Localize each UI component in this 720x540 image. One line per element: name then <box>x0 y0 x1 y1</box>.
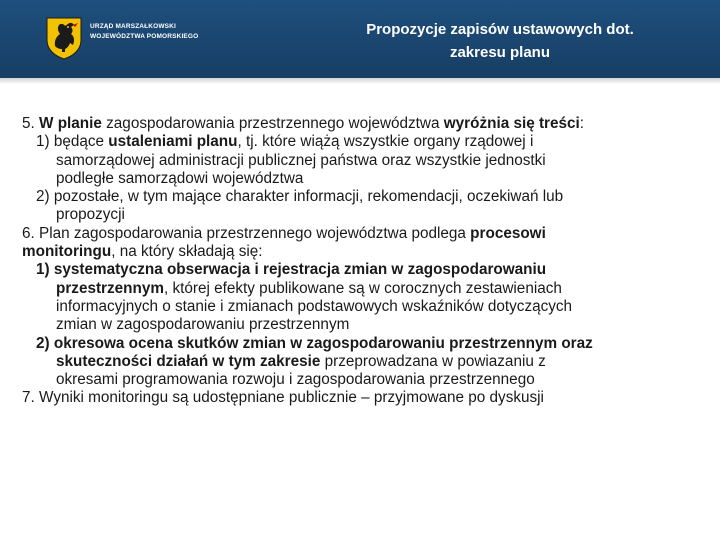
item-number: 1) <box>36 133 54 151</box>
item-number: 2) <box>36 188 54 206</box>
item-bold: ustaleniami planu <box>108 133 238 151</box>
slide-title-line-1: Propozycje zapisów ustawowych dot. <box>366 21 634 38</box>
point-7-number: 7. <box>22 389 40 407</box>
organization-line-2: WOJEWÓDZTWA POMORSKIEGO <box>90 33 199 40</box>
point-6 <box>22 225 702 262</box>
point-6-bold-b: procesowi <box>470 224 546 242</box>
point-5-bold-c: wyróżnia się treści <box>443 115 580 132</box>
point-5-item-1 <box>22 133 702 188</box>
item-text: , tj. które wiążą wszystkie organy rządowej i <box>237 133 534 151</box>
point-6-text-a: Plan zagospodarowania przestrzennego województwa podlega <box>39 224 471 242</box>
organization-name <box>90 22 198 42</box>
point-6-number: 6. <box>22 224 40 242</box>
point-7 <box>22 389 702 407</box>
header-band <box>0 0 720 78</box>
item-bold: przestrzennym <box>56 279 164 297</box>
slide-title <box>330 18 670 64</box>
item-continuation <box>36 280 702 298</box>
item-number: 1) <box>36 261 54 279</box>
item-number: 2) <box>36 334 54 352</box>
item-continuation: zmian w zagospodarowaniu przestrzennym <box>56 316 350 334</box>
point-5-item-2 <box>22 188 702 225</box>
point-5 <box>22 115 702 133</box>
item-continuation: samorządowej administracji publicznej państwa oraz wszystkie jednostki <box>56 151 546 169</box>
item-text: pozostałe, w tym mające charakter informacji, rekomendacji, oczekiwań lub <box>53 188 564 206</box>
point-6-bold-c: monitoringu <box>22 243 112 261</box>
organization-line-1: URZĄD MARSZAŁKOWSKI <box>90 23 176 30</box>
item-continuation <box>36 353 702 371</box>
point-5-text-b: zagospodarowania przestrzennego województwa <box>101 115 444 132</box>
item-continuation: podległe samorządowi województwa <box>56 169 304 187</box>
point-7-text: Wyniki monitoringu są udostępniane publicznie – przyjmowane po dyskusji <box>39 389 544 407</box>
point-5-text-d: : <box>579 115 585 132</box>
header-shadow <box>0 78 720 84</box>
point-6-item-2 <box>22 335 702 390</box>
item-text: przeprowadzana w powiazaniu z <box>320 352 546 370</box>
point-5-bold-a: W planie <box>39 115 102 132</box>
point-6-item-1 <box>22 261 702 334</box>
point-6-text-d: , na który składają się: <box>111 243 263 261</box>
slide-title-line-2: zakresu planu <box>449 44 551 61</box>
item-text: , której efekty publikowane są w corocznych zestawieniach <box>163 279 562 297</box>
slide-body <box>22 115 702 408</box>
item-continuation: okresami programowania rozwoju i zagospodarowania przestrzennego <box>56 371 535 389</box>
item-bold: skuteczności działań w tym zakresie <box>56 352 321 370</box>
item-bold: systematyczna obserwacja i rejestracja zmian w zagospodarowaniu <box>53 261 547 279</box>
griffin-coat-of-arms-icon <box>44 15 84 61</box>
item-text: będące <box>53 133 109 151</box>
item-continuation: propozycji <box>56 206 125 224</box>
point-5-number: 5. <box>22 115 40 132</box>
item-continuation: informacyjnych o stanie i zmianach podstawowych wskaźników dotyczących <box>56 297 573 315</box>
item-bold: okresowa ocena skutków zmian w zagospodarowaniu przestrzennym oraz <box>53 334 593 352</box>
